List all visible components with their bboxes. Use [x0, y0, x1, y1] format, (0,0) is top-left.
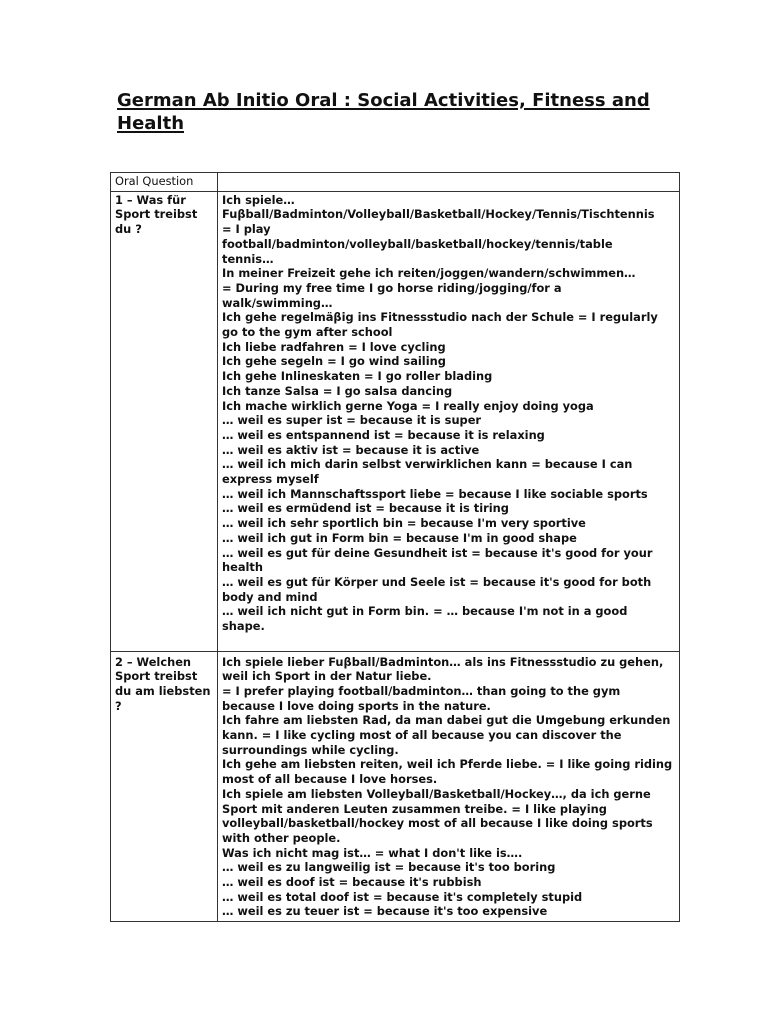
- answer-line: … weil es doof ist = because it's rubbish: [222, 875, 482, 890]
- answer-line: body and mind: [222, 589, 318, 604]
- answer-line: express myself: [222, 472, 319, 487]
- answer-line: … weil es super ist = because it is super: [222, 413, 482, 428]
- header-question-cell: Oral Question: [111, 173, 218, 192]
- answer-line: Ich liebe radfahren = I love cycling: [222, 339, 446, 354]
- answer-line: Ich spiele lieber Fuβball/Badminton… als ins Fitnessstudio zu gehen,: [222, 654, 664, 669]
- answer-line: Ich gehe am liebsten reiten, weil ich Pferde liebe. = I like going riding: [222, 757, 673, 772]
- answer-line: Ich tanze Salsa = I go salsa dancing: [222, 383, 453, 398]
- answer-line: = During my free time I go horse riding/jogging/for a: [222, 280, 562, 295]
- answer-line: In meiner Freizeit gehe ich reiten/joggen/wandern/schwimmen…: [222, 266, 636, 281]
- table-header-row: [111, 173, 680, 192]
- question-cell: 2 – Welchen Sport treibst du am liebsten ?: [111, 651, 218, 922]
- answer-line: Ich spiele…: [222, 192, 295, 207]
- answer-line: Ich mache wirklich gerne Yoga = I really enjoy doing yoga: [222, 398, 594, 413]
- answer-line: kann. = I like cycling most of all because you can discover the: [222, 728, 622, 743]
- document-title: German Ab Initio Oral : Social Activities, Fitness and Health: [117, 90, 650, 134]
- answer-line: … weil ich sehr sportlich bin = because I'm very sportive: [222, 516, 586, 531]
- answer-line: … weil es gut für deine Gesundheit ist = because it's good for your: [222, 545, 653, 560]
- answer-line: Was ich nicht mag ist… = what I don't like is….: [222, 845, 523, 860]
- answer-line: Ich gehe segeln = I go wind sailing: [222, 354, 446, 369]
- answer-line: because I love doing sports in the nature.: [222, 698, 491, 713]
- answer-line: … weil ich gut in Form bin = because I'm in good shape: [222, 530, 577, 545]
- table-row: [111, 651, 680, 922]
- answer-cell: [218, 191, 680, 651]
- answer-line: … weil es total doof ist = because it's completely stupid: [222, 889, 583, 904]
- answer-line: = I play: [222, 222, 271, 237]
- answer-line: … weil es aktiv ist = because it is active: [222, 442, 480, 457]
- answer-line: tennis…: [222, 251, 274, 266]
- answer-line: … weil es ermüdend ist = because it is tiring: [222, 501, 509, 516]
- answer-line: … weil es gut für Körper und Seele ist = because it's good for both: [222, 574, 652, 589]
- answer-line: … weil ich Mannschaftssport liebe = because I like sociable sports: [222, 486, 648, 501]
- question-cell: 1 – Was für Sport treibst du ?: [111, 191, 218, 651]
- answer-line: Ich gehe Inlineskaten = I go roller blading: [222, 369, 493, 384]
- answer-line: surroundings while cycling.: [222, 742, 399, 757]
- answer-line: … weil es zu langweilig ist = because it's too boring: [222, 860, 556, 875]
- answer-line: most of all because I love horses.: [222, 772, 438, 787]
- answer-line: … weil es zu teuer ist = because it's too expensive: [222, 904, 548, 919]
- oral-questions-table: [110, 172, 680, 922]
- answer-line: walk/swimming…: [222, 295, 333, 310]
- answer-line: football/badminton/volleyball/basketball/hockey/tennis/table: [222, 236, 613, 251]
- answer-line: … weil ich mich darin selbst verwirklichen kann = because I can: [222, 457, 633, 472]
- answer-line: Ich spiele am liebsten Volleyball/Basketball/Hockey…, da ich gerne: [222, 786, 651, 801]
- answer-line: with other people.: [222, 830, 341, 845]
- answer-line: … weil ich nicht gut in Form bin. = … because I'm not in a good: [222, 604, 628, 619]
- answer-line: Ich fahre am liebsten Rad, da man dabei gut die Umgebung erkunden: [222, 713, 671, 728]
- answer-line: Fuβball/Badminton/Volleyball/Basketball/Hockey/Tennis/Tischtennis: [222, 207, 655, 222]
- answer-line: volleyball/basketball/hockey most of all because I like doing sports: [222, 816, 653, 831]
- answer-line: Sport mit anderen Leuten zusammen treibe. = I like playing: [222, 801, 607, 816]
- answer-line: = I prefer playing football/badminton… than going to the gym: [222, 683, 621, 698]
- answer-line: [222, 634, 675, 649]
- answer-line: Ich gehe regelmäβig ins Fitnessstudio nach der Schule = I regularly: [222, 310, 658, 325]
- answer-line: shape.: [222, 619, 265, 634]
- table-row: [111, 191, 680, 651]
- answer-cell: [218, 651, 680, 922]
- answer-line: go to the gym after school: [222, 325, 393, 340]
- header-answer-cell: [218, 173, 680, 192]
- answer-line: … weil es entspannend ist = because it is relaxing: [222, 427, 545, 442]
- answer-line: weil ich Sport in der Natur liebe.: [222, 669, 432, 684]
- answer-line: health: [222, 560, 263, 575]
